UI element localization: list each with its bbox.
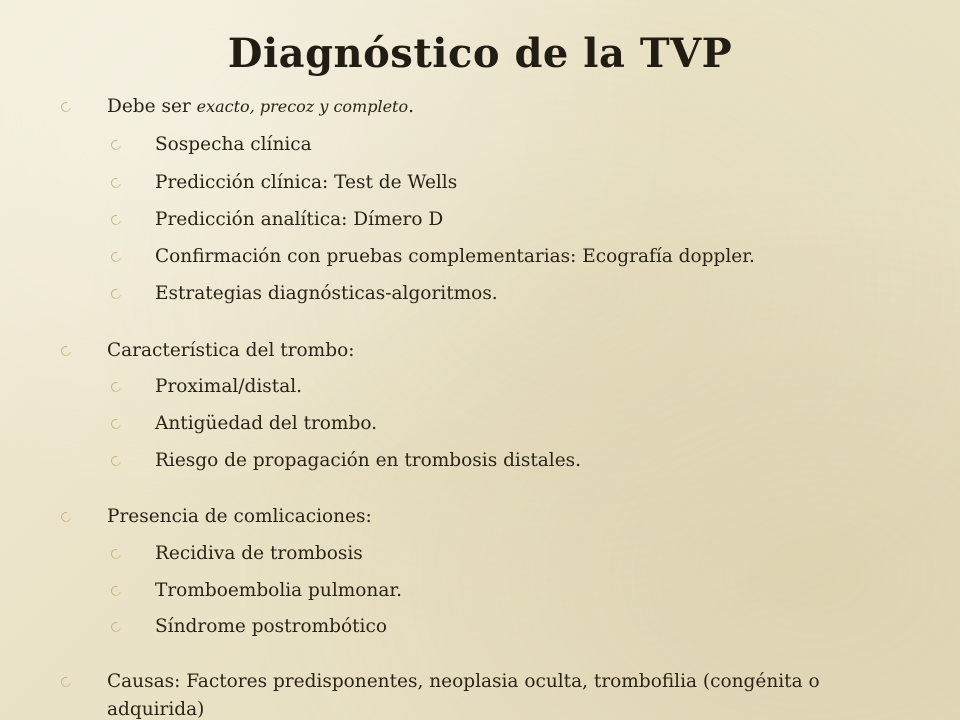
slide-title: Diagnóstico de la TVP: [227, 30, 733, 77]
sub-bullet: [155, 540, 363, 568]
bullet-marker-icon: [109, 250, 123, 264]
bullet-marker-icon: [109, 584, 123, 598]
bullet-marker-icon: [109, 138, 123, 152]
sub-bullet: [155, 280, 498, 308]
bullet-thrombus-characteristics: [107, 337, 354, 365]
bullet-marker-icon: [109, 620, 123, 634]
sub-bullet: [155, 410, 377, 438]
sub-bullet-text: Confirmación con pruebas complementarias: Ecografía doppler.: [155, 246, 755, 267]
bullet-marker-icon: [109, 547, 123, 561]
sub-bullet-text: Riesgo de propagación en trombosis distales.: [155, 450, 582, 471]
sub-bullet: [155, 169, 457, 197]
sub-bullet: [155, 131, 312, 159]
bullet-text-end: .: [408, 96, 414, 117]
sub-bullet-text: Síndrome postrombótico: [155, 616, 387, 637]
bullet-marker-icon: [59, 675, 73, 689]
bullet-marker-icon: [59, 510, 73, 524]
sub-bullet-text: Antigüedad del trombo.: [155, 413, 378, 434]
bullet-marker-icon: [109, 213, 123, 227]
bullet-marker-icon: [109, 454, 123, 468]
sub-bullet-text: Predicción clínica: Test de Wells: [155, 172, 458, 193]
sub-bullet: [155, 613, 387, 641]
bullet-complications: [107, 503, 372, 531]
bullet-marker-icon: [59, 100, 73, 114]
sub-bullet-text: Recidiva de trombosis: [155, 543, 363, 564]
bullet-text: Característica del trombo:: [107, 340, 355, 361]
sub-bullet-text: Estrategias diagnósticas-algoritmos.: [155, 283, 498, 304]
sub-bullet: [155, 243, 755, 271]
bullet-causes: [107, 668, 867, 720]
bullet-marker-icon: [109, 417, 123, 431]
sub-bullet-text: Tromboembolia pulmonar.: [155, 580, 403, 601]
bullet-text: Presencia de comlicaciones:: [107, 506, 372, 527]
bullet-text: Causas: Factores predisponentes, neoplasia oculta, trombofilia (congénita o adquirida): [107, 671, 820, 720]
bullet-marker-icon: [109, 380, 123, 394]
sub-bullet: [155, 447, 581, 475]
bullet-diagnosis-requirements: [107, 93, 414, 121]
bullet-text: Debe ser: [107, 96, 197, 117]
sub-bullet: [155, 373, 302, 401]
bullet-marker-icon: [109, 287, 123, 301]
sub-bullet: [155, 577, 402, 605]
sub-bullet-text: Sospecha clínica: [155, 134, 312, 155]
bullet-marker-icon: [109, 176, 123, 190]
sub-bullet-text: Proximal/distal.: [155, 376, 303, 397]
sub-bullet-text: Predicción analítica: Dímero D: [155, 209, 444, 230]
bullet-marker-icon: [59, 344, 73, 358]
bullet-text-italic: exacto, precoz y completo: [196, 97, 409, 116]
sub-bullet: [155, 206, 443, 234]
